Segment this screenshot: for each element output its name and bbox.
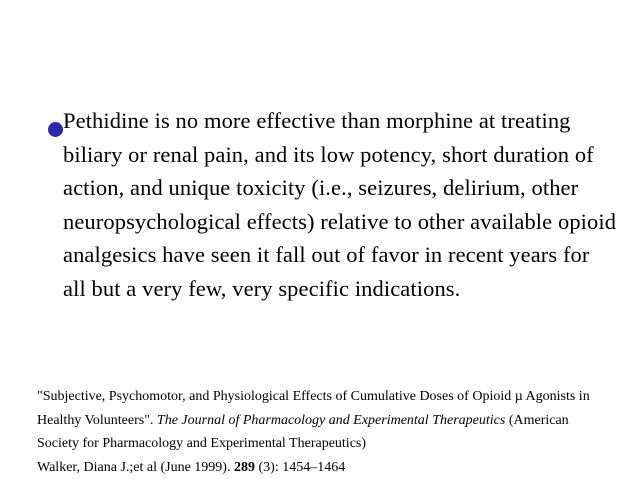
citation-issue-pages: (3): 1454–1464 (258, 459, 346, 475)
citation-journal: The Journal of Pharmacology and Experimental Therapeutics (156, 412, 506, 428)
citation (37, 385, 607, 479)
citation-volume: 289 (233, 459, 255, 475)
citation-publisher: (American Society for Pharmacology and Experimental Therapeutics) (37, 412, 569, 451)
bullet-point (37, 104, 617, 306)
bullet-text: Pethidine is no more effective than morphine at treating biliary or renal pain, and its low potency, short duration of action, and unique toxicity (i.e., seizures, delirium, other neuropsychological effects) relative to other available opioid analgesics have seen it fall out of favor in recent years for all but a very few, very specific indications. (63, 108, 617, 301)
citation-title: "Subjective, Psychomotor, and Physiological Effects of Cumulative Doses of Opioid µ Agonists in Healthy Volunteers". (37, 389, 590, 428)
citation-authors: Walker, Diana J.;et al (June 1999). (37, 459, 231, 475)
bullet-dot-icon (48, 122, 63, 137)
